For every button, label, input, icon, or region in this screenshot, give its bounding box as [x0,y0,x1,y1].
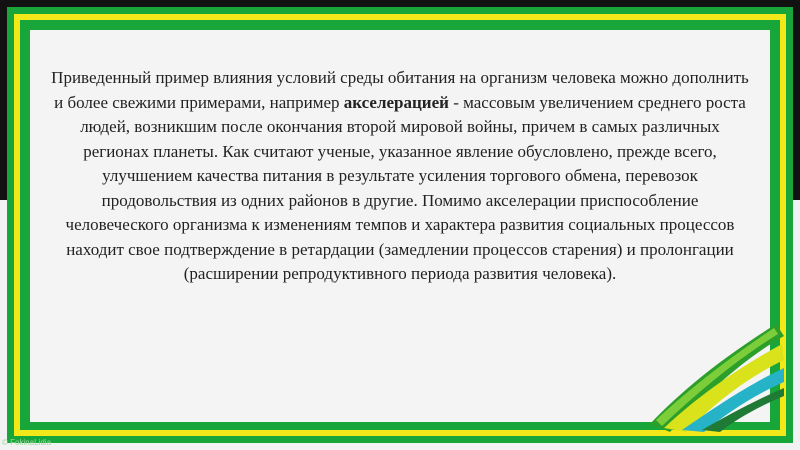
paragraph-text-after: - массовым увеличением среднего роста людей, возникшим после окончания второй мировой войны, причем в самых различных регионах планеты. Как считают ученые, указанное явление обусловлено, прежде всего, улучшением качества питания в результате усиления торгового обмена, перевозок продовольствия из одних районов в другие. Помимо акселерации приспособление человеческого организма к изменениям темпов и характера развития социальных процессов находит свое подтверждение в ретардации (замедлении процессов старения) и пролонгации (расширении репродуктивного периода развития человека). [65,92,746,283]
paragraph-bold-term: акселерацией [343,92,449,112]
body-paragraph [50,66,750,287]
green-yellow-swoosh-icon [646,316,786,436]
author-watermark: © FokinaLidia [2,438,52,447]
paragraph-text-before: Приведенный пример влияния условий среды обитания на организм человека можно дополнить и более свежими примерами, например [51,68,749,112]
